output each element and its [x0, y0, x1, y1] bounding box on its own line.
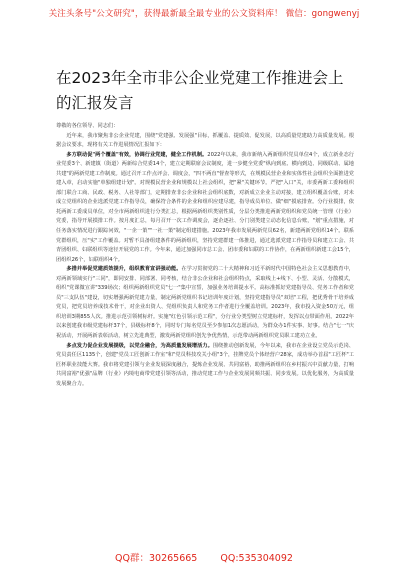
- paragraph-text: 2022年以来，我市新纳入两新组织党员单位4个，成立新业态行业党委3个、新建镇（街道）两新综合党委14个，建立定期联席会议制度，进一步健全党委"纵向到底、横向到边、同级联动、属地共建"的两新党建工作制度。通过召开工作点评会、调度会，"四不两直"督查等形式，在规模民营企业和实体性社会组织全面推进党建入章，启动实施"单独组建计划"。对规模民营企业和规模以上社会组织，把"紧"关键环节。严把"入口"关，市委两新工委和组织部门联合工商、民政、税务、人社等部门，定期排查非公企业和社会组织底数，对新成立企业主动对接，建立组织覆盖台账，对未成立党组织的企业选派党建工作指导员，确保符合条件的企业和组织应建尽建，指导成员单位、做"细"摸底排查。分行业摸排，依托两新工委成员单位，对全市两新组织进行分类汇总，根据两新组织类别性质，分层分类推进两新党组织和党员统一管理（行业）党委，指导开展摸排工作。按月度汇总，每月召开一次工作调度会，逐企逐社、分门别类建立动态化信息台账，"划"重点措施，对任务落实情况进行跟踪问效，"一企一策""一社一策"制定组建措施。2023年我市发展两新党员62名，新建两新党组织14个。联系党群组织，压"实"工作覆盖。对暂不具备组建条件的两新组织，坚持党建群建一体推进，通过选派党建工作指导员和建立工会、共青团组织、妇联组织等途径开展党的工作。今年来，通过加强同市总工会、团市委和妇联的工作协作，在两新组织新建工会15个，团组织26个，妇联组织4个。: [56, 151, 354, 263]
- paragraph-lead: 多方联动促"两个覆盖"有效，协调行业党建，健全工作机制。: [66, 151, 208, 158]
- promo-banner-text: 关注头条号"公文研究"，获得最新最全最专业的公文资料库！ 微信：gongwenyj: [48, 9, 360, 19]
- paragraph-quality: [56, 265, 354, 341]
- promo-banner: [0, 0, 408, 38]
- paragraph-development: [56, 342, 354, 390]
- greeting: 尊敬的各位领导、同志们：: [56, 123, 119, 129]
- document-title: 在2023年全市非公企业党建工作推进会上的汇报发言: [56, 69, 344, 112]
- paragraph-text: 围绕推动创新发展，今年以来，我市在企业设立党员示范岗、党员责任区1135个，创建"党员工匠创新工作室"和"党员科技攻关小组"3个，挂牌党员个体经营户28家，成功举办首届"工匠杯"工匠杯职业技能大赛。我市将党建引领与企业发展深度融合，提炼企业发展、共同富裕，助推两新组织在乡村振兴中贡献力量，打响共同富裕"优强"品牌（行业）内境电商带党建引领等活动，推动党建工作与企业发展同频共振、同步发展。以优化服务，为高质量发展聚合力。: [56, 342, 354, 387]
- paragraph-intro: [56, 132, 354, 151]
- paragraph-text: 近年来，我市聚焦非公企业党建，围绕"党建强、发展强"目标，抓覆盖、提质效、促发展，以高质量党建助力高质量发展。根据会议要求，现将有关工作进展情况汇报如下：: [56, 132, 354, 149]
- paragraph-coverage: [56, 151, 354, 266]
- paragraph-text: 在学习贯彻党的二十大精神和习近平新时代中国特色社会主义思想教育中，对两新领域实行"三同"，即同安排、同部署、同考核，结合非公企业和社会组织特点，采取线上+线下、小型、灵活、分散模式，组织"党课微宣讲"339场次；组织两新组织党员"七一"集中宣誓，加强业务培训提水平。高标准抓好党建指导员、党务工作者和党员"三支队伍"建设，切实增强两新党建力量，制定两新党组织书记培训年度计划，坚持党建指导员"双培"工程，把优秀骨干培养成党员，把党员培养成技术骨干，对企业出资人、党组织负责人和党务工作者进行全覆盖培训。2023年，我市投入资金50万元，组织培训3期855人次。推进示范引领树标杆。实施"红色引领示范工程"，分行业分类型树立党建标杆，发挥以点带面作用。2022年以来创建我市级党建标杆37个，县级标杆8个，同时专门每名党员至少参加1次志愿活动，为群众办1件实事、好事。结合"七一"庆祝活动，开展两新表彰活动，树立先进典型，激发两新党组织创先争优热情，示范带动两新组织党员职工建功立业。: [56, 266, 354, 340]
- qq-group-text: QQ群：30265665: [115, 553, 198, 564]
- qq-text: QQ:535304092: [220, 553, 293, 564]
- contact-footer: [0, 548, 408, 570]
- paragraph-lead: 多点发力促企业发展提级，以党企融合，为高质量发展增活力。: [66, 342, 213, 349]
- paragraph-lead: 多措并举促党建质效提升，组织教育宣讲强动能。: [66, 266, 182, 273]
- document-body: [56, 122, 354, 389]
